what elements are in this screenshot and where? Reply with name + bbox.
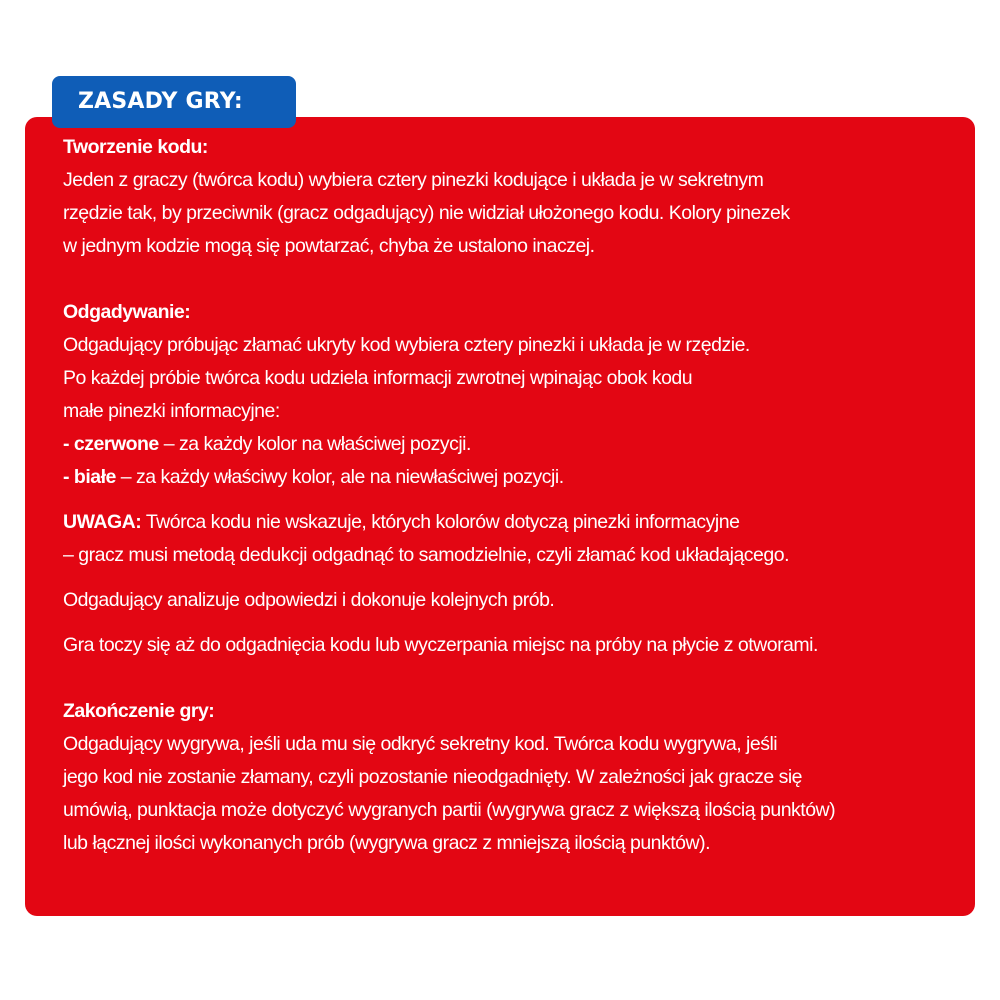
paragraph-line: Odgadujący próbując złamać ukryty kod wybiera cztery pinezki i układa je w rzędzie. — [63, 334, 750, 356]
paragraph-line: Po każdej próbie twórca kodu udziela informacji zwrotnej wpinając obok kodu — [63, 367, 693, 389]
spacer — [63, 572, 963, 584]
note-text: Twórca kodu nie wskazuje, których kolorów dotyczą pinezki informacyjne — [141, 511, 740, 533]
feedback-red — [63, 428, 963, 461]
note-line — [63, 506, 963, 539]
paragraph-line: jego kod nie zostanie złamany, czyli pozostanie nieodgadnięty. W zależności jak gracze się — [63, 766, 803, 788]
paragraph-line: małe pinezki informacyjne: — [63, 400, 280, 422]
paragraph-line: lub łącznej ilości wykonanych prób (wygrywa gracz z mniejszą ilością punktów). — [63, 832, 711, 854]
feedback-white — [63, 461, 963, 494]
analysis-line: Odgadujący analizuje odpowiedzi i dokonuje kolejnych prób. — [63, 589, 555, 611]
spacer — [63, 494, 963, 506]
section-heading-guess: Odgadywanie: — [63, 301, 191, 323]
continue-line: Gra toczy się aż do odgadnięcia kodu lub wyczerpania miejsc na próby na płycie z otworami. — [63, 634, 818, 656]
paragraph-line: w jednym kodzie mogą się powtarzać, chyba że ustalono inaczej. — [63, 235, 595, 257]
rules-tab — [52, 76, 296, 128]
paragraph-line: Jeden z graczy (twórca kodu) wybiera cztery pinezki kodujące i układa je w sekretnym — [63, 169, 764, 191]
rules-content — [63, 131, 963, 860]
paragraph-line: rzędzie tak, by przeciwnik (gracz odgadujący) nie widział ułożonego kodu. Kolory pinezek — [63, 202, 790, 224]
feedback-white-text: – za każdy właściwy kolor, ale na niewłaściwej pozycji. — [115, 466, 564, 488]
spacer — [63, 263, 963, 296]
feedback-white-label: - białe — [63, 466, 116, 488]
rules-title: ZASADY GRY: — [78, 89, 243, 114]
paragraph-line: umówią, punktacja może dotyczyć wygranych partii (wygrywa gracz z większą ilością punktów) — [63, 799, 836, 821]
section-heading-code: Tworzenie kodu: — [63, 136, 208, 158]
note-line-2: – gracz musi metodą dedukcji odgadnąć to samodzielnie, czyli złamać kod układającego. — [63, 544, 789, 566]
paragraph-line: Odgadujący wygrywa, jeśli uda mu się odkryć sekretny kod. Twórca kodu wygrywa, jeśli — [63, 733, 778, 755]
feedback-red-label: - czerwone — [63, 433, 159, 455]
spacer — [63, 662, 963, 695]
note-label: UWAGA: — [63, 511, 142, 533]
section-heading-end: Zakończenie gry: — [63, 700, 215, 722]
feedback-red-text: – za każdy kolor na właściwej pozycji. — [158, 433, 471, 455]
spacer — [63, 617, 963, 629]
